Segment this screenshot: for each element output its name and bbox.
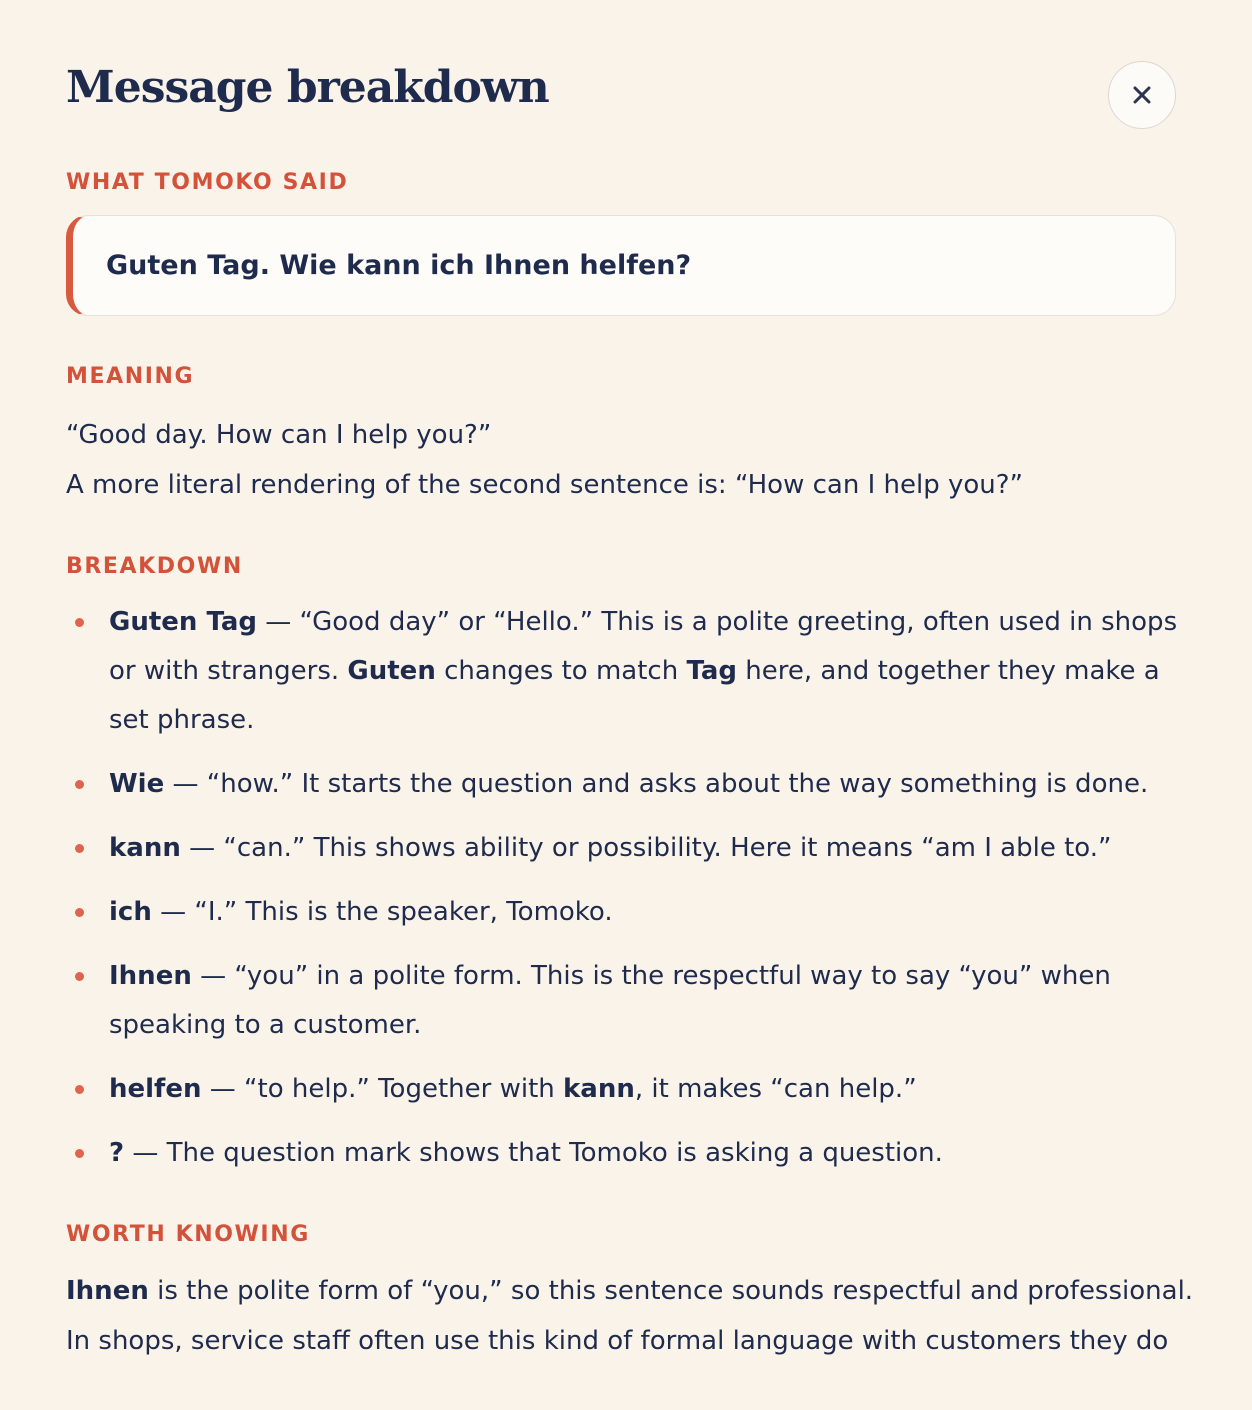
bullet-dot [75, 972, 84, 981]
list-item [66, 888, 1186, 937]
explanation: — “to help.” Together with [201, 1074, 564, 1104]
term: Ihnen [109, 961, 192, 991]
term: helfen [109, 1074, 202, 1104]
bullet-dot [75, 1085, 84, 1094]
list-item [66, 952, 1186, 1050]
worth-knowing-text [66, 1266, 1196, 1366]
explanation: , it makes “can help.” [634, 1074, 917, 1104]
term: ? [109, 1138, 125, 1168]
bullet-dot [75, 908, 84, 917]
list-item [66, 1065, 1186, 1114]
quoted-message [66, 215, 1176, 316]
meaning-line-2: A more literal rendering of the second sentence is: “How can I help you?” [66, 470, 1024, 500]
bullet-dot [75, 844, 84, 853]
worth-knowing-line-1 [66, 1266, 1196, 1316]
term-ref: kann [563, 1074, 635, 1104]
bullet-dot [75, 618, 84, 627]
section-label-meaning: MEANING [66, 364, 195, 389]
term: Wie [109, 769, 165, 799]
meaning-line-1: “Good day. How can I help you?” [66, 420, 492, 450]
term: ich [109, 897, 152, 927]
breakdown-list [66, 598, 1186, 1193]
section-label-what-said: WHAT TOMOKO SAID [66, 170, 349, 195]
explanation: — The question mark shows that Tomoko is asking a question. [124, 1138, 943, 1168]
meaning-text [66, 410, 1186, 510]
term: Guten Tag [109, 607, 258, 637]
bullet-dot [75, 780, 84, 789]
explanation: — “I.” This is the speaker, Tomoko. [151, 897, 613, 927]
worth-knowing-line-2: In shops, service staff often use this kind of formal language with customers they do [66, 1326, 1169, 1356]
list-item [66, 1129, 1186, 1178]
list-item [66, 824, 1186, 873]
list-item [66, 598, 1186, 745]
list-item [66, 760, 1186, 809]
close-icon [1133, 86, 1151, 104]
term-ref: Ihnen [66, 1276, 149, 1306]
section-label-breakdown: BREAKDOWN [66, 554, 243, 579]
explanation: — “you” in a polite form. This is the respectful way to say “you” when speaking to a customer. [109, 961, 1111, 1040]
explanation: — “how.” It starts the question and asks about the way something is done. [164, 769, 1149, 799]
explanation: — “Good day” or “Hello.” This is a polite greeting, often used in shops or with strangers. [109, 607, 1178, 686]
bullet-dot [75, 1149, 84, 1158]
term-ref: Tag [686, 656, 738, 686]
term: kann [109, 833, 181, 863]
explanation: — “can.” This shows ability or possibility. Here it means “am I able to.” [180, 833, 1112, 863]
explanation: here, and together they make a set phrase. [109, 656, 1160, 735]
term-ref: Guten [347, 656, 436, 686]
explanation: changes to match [435, 656, 687, 686]
section-label-worth-knowing: WORTH KNOWING [66, 1222, 310, 1247]
worth-knowing-sentence: is the polite form of “you,” so this sentence sounds respectful and professional. [148, 1276, 1194, 1306]
page-title: Message breakdown [66, 62, 549, 113]
quoted-message-text: Guten Tag. Wie kann ich Ihnen helfen? [106, 250, 692, 281]
close-button[interactable] [1108, 61, 1176, 129]
